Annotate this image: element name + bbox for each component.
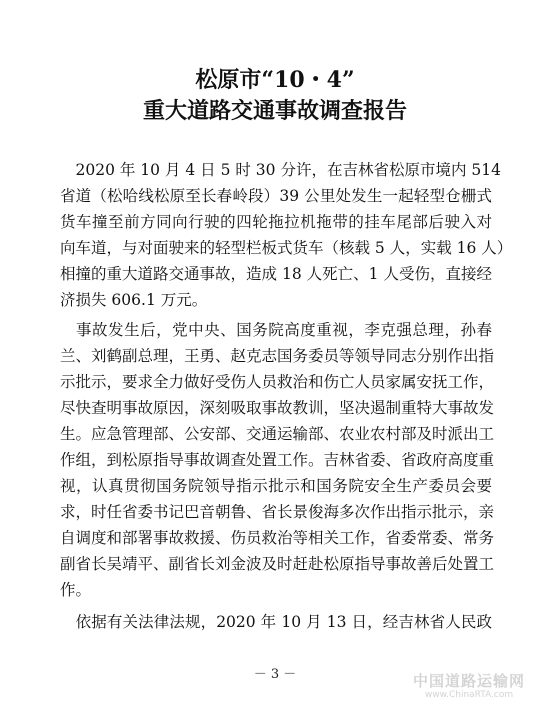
body-line: 省道（松哈线松原至长春岭段）39 公里处发生一起轻型仓栅式	[60, 187, 492, 205]
report-title-line-2: 重大道路交通事故调查报告	[142, 98, 407, 124]
body-line: 生。应急管理部、公安部、交通运输部、农业农村部及时派出工	[60, 425, 495, 443]
body-line: 济损失 606.1 万元。	[60, 291, 208, 309]
body-line: 2020 年 10 月 4 日 5 时 30 分许，在吉林省松原市境内 514	[60, 161, 501, 179]
site-watermark	[394, 672, 544, 700]
body-line: 副省长吴靖平、副省长刘金波及时赶赴松原指导事故善后处置工	[60, 555, 495, 573]
body-line: 兰、刘鹤副总理，王勇、赵克志国务委员等领导同志分别作出指	[60, 347, 495, 365]
watermark-site-name: 中国道路运输网	[412, 672, 525, 690]
body-line: 自调度和部署事故救援、伤员救治等相关工作，省委常委、常务	[60, 529, 495, 547]
body-line: 作组，到松原指导事故调查处置工作。吉林省委、省政府高度重	[60, 451, 495, 469]
body-line: 依据有关法律法规，2020 年 10 月 13 日，经吉林省人民政	[60, 613, 492, 631]
report-title-line-1: 松原市“10・4”	[195, 67, 355, 93]
body-line: 相撞的重大道路交通事故，造成 18 人死亡、1 人受伤，直接经	[60, 265, 492, 283]
body-line: 示批示，要求全力做好受伤人员救治和伤亡人员家属安抚工作，	[60, 373, 495, 391]
watermark-url: www.ChinaRTA.com	[424, 690, 514, 700]
body-line: 向车道，与对面驶来的轻型栏板式货车（核载 5 人，实载 16 人）	[60, 239, 513, 257]
body-line: 求，时任省委书记巴音朝鲁、省长景俊海多次作出指示批示，亲	[60, 503, 495, 521]
body-line: 货车撞至前方同向行驶的四轮拖拉机拖带的挂车尾部后驶入对	[60, 213, 492, 231]
body-line: 视，认真贯彻国务院领导指示批示和国务院安全生产委员会要	[60, 477, 492, 495]
body-line: 尽快查明事故原因，深刻吸取事故教训，坚决遏制重特大事故发	[60, 399, 495, 417]
page-number: － 3 －	[253, 667, 297, 682]
body-line: 事故发生后，党中央、国务院高度重视，李克强总理，孙春	[60, 321, 492, 339]
body-line: 作。	[60, 581, 92, 599]
